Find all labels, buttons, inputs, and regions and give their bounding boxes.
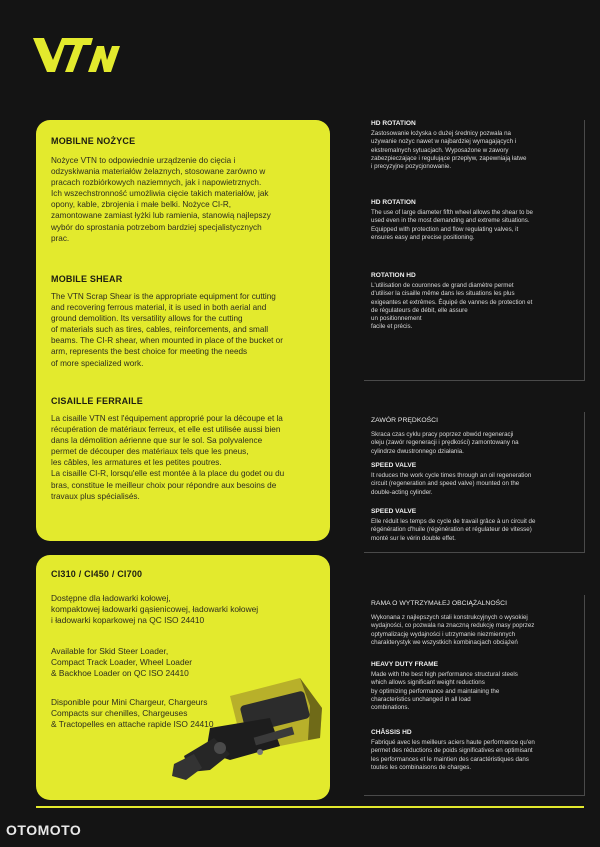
fr-description: La cisaille VTN est l'équipement approprié pour la découpe et la récupération de matériaux ferreux, et elle est utilisée aussi bien dans la démolition aérienne que sur le sol. Sa polyvalence permet de découper des matériaux tels que les pneus, les câbles, les armatures et les petites poutres. La cisaille CI-R, lorsqu'elle est montée à la place du godet ou du bras, constitue le meilleur choix pour répondre aux besoins de travaux plus spécialisés. bbox=[51, 414, 285, 501]
feature-text-en: The use of large diameter fifth wheel allows the shear to be used even in the most demanding and extreme situations. Equipped with protection and flow regulating valves, it ensures easy and precise positioning. bbox=[371, 209, 533, 241]
feature-title-fr: ROTATION HD bbox=[371, 272, 416, 279]
feature-title-fr: CHÂSSIS HD bbox=[371, 729, 412, 736]
feature-title-en: SPEED VALVE bbox=[371, 462, 417, 469]
shear-attachment-image bbox=[170, 668, 330, 788]
feature-box-frame bbox=[364, 595, 585, 796]
models-en: Available for Skid Steer Loader, Compact Track Loader, Wheel Loader & Backhoe Loader on QC ISO 24410 bbox=[51, 646, 193, 679]
feature-text-fr: Elle réduit les temps de cycle de travail grâce à un circuit de régénération d'huile (régénération et régulateur de vitesse) monté sur le vérin double effet. bbox=[371, 518, 536, 542]
feature-text-en: Made with the best high performance structural steels which allows significant weight reductions by optimizing performance and maintaining the characteristics unchanged in all load combinations. bbox=[371, 671, 518, 712]
models-pl: Dostępne dla ładowarki kołowej, kompaktowej ładowarki gąsienicowej, ładowarki kołowej i ładowarki koparkowej na QC ISO 24410 bbox=[51, 593, 259, 626]
feature-box-rotation bbox=[364, 120, 585, 381]
feature-title-pl: RAMA O WYTRZYMAŁEJ OBCIĄŻALNOŚCI bbox=[371, 600, 507, 607]
footer-divider bbox=[36, 806, 584, 808]
feature-text-pl: Wykonana z najlepszych stali konstrukcyjnych o wysokiej wydajności, co pozwala na znaczną redukcję masy poprzez optymalizację wydajności i utrzymanie niezmiennych charakterystyk we wszystkich kombinacjach obciążeń bbox=[371, 614, 535, 646]
feature-box-speed-valve bbox=[364, 412, 585, 553]
otomoto-watermark: OTOMOTO bbox=[6, 822, 82, 838]
feature-title-fr: SPEED VALVE bbox=[371, 508, 417, 515]
en-description: The VTN Scrap Shear is the appropriate equipment for cutting and recovering ferrous material, it is used in both aerial and ground demolition. Its versatility allows for the cutting of materials such as tires, cables, reinforcements, and small beams. The CI-R shear, when mounted in place of the bucket or arm, represents the best choice for meeting the needs of more specialized work. bbox=[51, 292, 283, 368]
feature-text-pl: Zastosowanie łożyska o dużej średnicy pozwala na używanie nożyc nawet w najbardziej wymagających i ekstremalnych sytuacjach. Wyposażone w zawory zabezpieczające i regulujące przepływ, zapewniają łatwe i precyzyjne pozycjonowanie. bbox=[371, 130, 527, 171]
pl-description: Nożyce VTN to odpowiednie urządzenie do cięcia i odzyskiwania materiałów żelaznych, stosowane zarówno w pracach rozbiórkowych naziemnych, jak i napowietrznych. Ich wszechstronność umożliwia cięcie takich materiałów, jak opony, kable, zbrojenia i małe belki. Nożyce CI-R, zamontowane zamiast łyżki lub ramienia, stanowią najlepszy wybór do sprostania potrzebom bardziej specjalistycznych prac. bbox=[51, 156, 271, 243]
feature-text-fr: L'utilisation de couronnes de grand diamètre permet d'utiliser la cisaille même dans les situations les plus exigeantes et extrêmes. Équipé de vannes de protection et de régulateurs de débit, elle assure un positionnement facile et précis. bbox=[371, 282, 533, 331]
en-title: MOBILE SHEAR bbox=[51, 274, 123, 284]
models-title: CI310 / CI450 / CI700 bbox=[51, 569, 143, 579]
pl-title: MOBILNE NOŻYCE bbox=[51, 136, 136, 146]
feature-text-fr: Fabriqué avec les meilleurs aciers haute performance qu'en permet des réductions de poids significatives en optimisant les performances et le maintien des caractéristiques dans toutes les combinaisons de charges. bbox=[371, 739, 535, 771]
vtn-logo bbox=[33, 36, 121, 74]
feature-title-en: HEAVY DUTY FRAME bbox=[371, 661, 439, 668]
feature-title-pl: HD ROTATION bbox=[371, 120, 416, 127]
models-fr: Disponible pour Mini Chargeur, Chargeurs Compacts sur chenilles, Chargeuses & Tractopelles en attache rapide ISO 24410 bbox=[51, 697, 214, 730]
feature-title-en: HD ROTATION bbox=[371, 199, 416, 206]
feature-text-pl: Skraca czas cyklu pracy poprzez obwód regeneracji oleju (zawór regeneracji i prędkości) zamontowany na cylindrze dwustronnego działania. bbox=[371, 431, 519, 455]
feature-text-en: It reduces the work cycle times through an oil regeneration circuit (regeneration and speed valve) mounted on the double-acting cylinder. bbox=[371, 472, 532, 496]
fr-title: CISAILLE FERRAILE bbox=[51, 396, 143, 406]
description-card bbox=[36, 120, 330, 541]
feature-title-pl: ZAWÓR PRĘDKOŚCI bbox=[371, 417, 438, 424]
